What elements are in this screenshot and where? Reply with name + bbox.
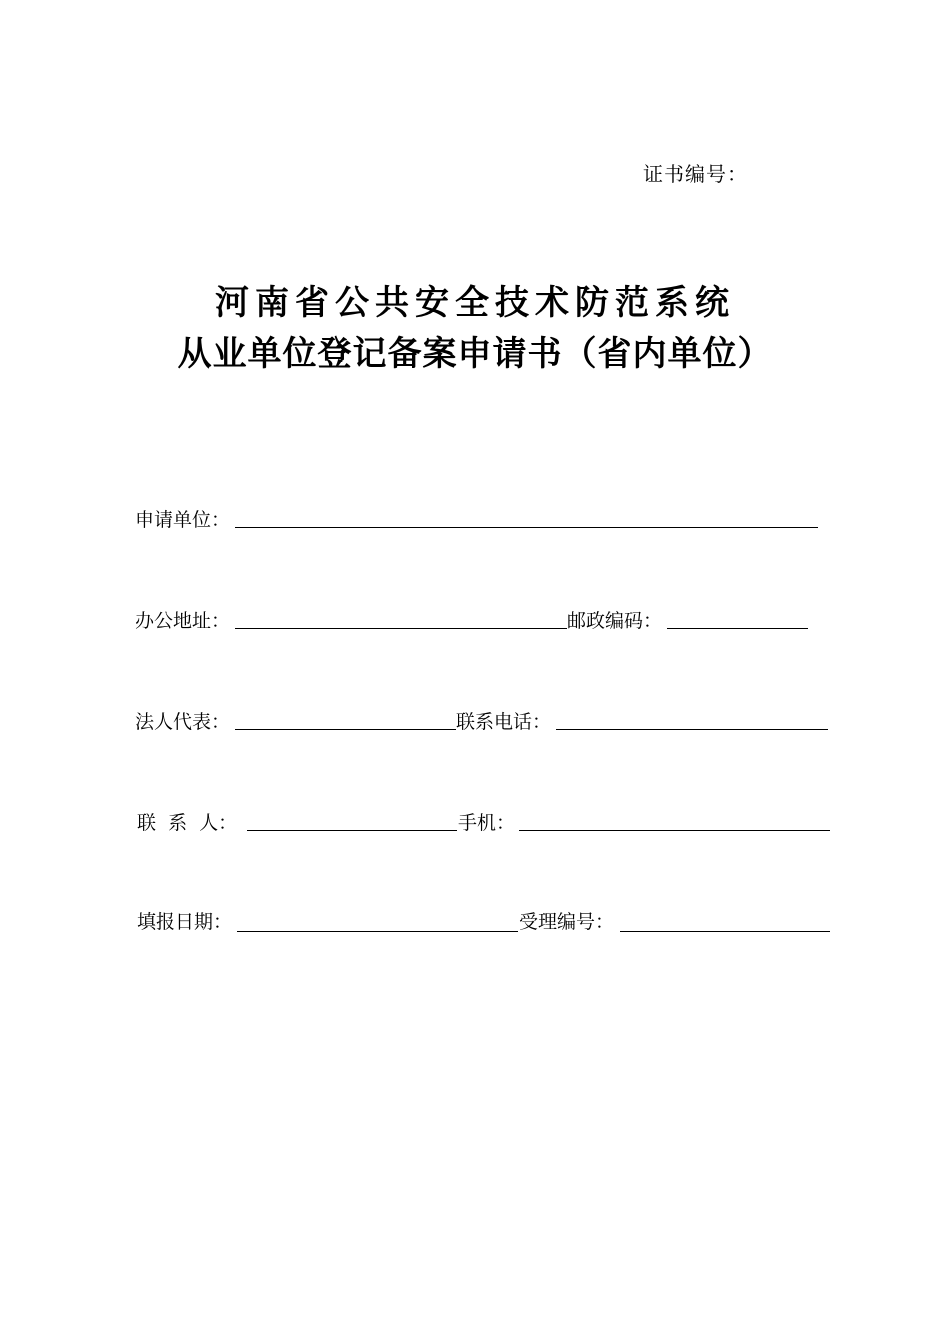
postal-code-field[interactable] <box>667 628 808 629</box>
contact-phone-field[interactable] <box>556 729 828 730</box>
acceptance-no-field[interactable] <box>620 931 830 932</box>
contact-person-label: 联 系 人： <box>137 812 238 834</box>
office-address-label: 办公地址： <box>135 610 231 632</box>
fill-date-label: 填报日期： <box>137 911 233 933</box>
postal-code-label: 邮政编码： <box>567 610 663 632</box>
applicant-unit-field[interactable] <box>235 527 818 528</box>
applicant-unit-label: 申请单位： <box>135 509 231 531</box>
document-title-line2: 从业单位登记备案申请书（省内单位） <box>177 334 773 374</box>
certificate-number-label: 证书编号： <box>643 162 748 186</box>
contact-person-field[interactable] <box>247 830 457 831</box>
mobile-label: 手机： <box>458 812 516 834</box>
contact-phone-label: 联系电话： <box>456 711 552 733</box>
acceptance-no-label: 受理编号： <box>519 911 615 933</box>
legal-rep-label: 法人代表： <box>135 711 231 733</box>
mobile-field[interactable] <box>519 830 830 831</box>
legal-rep-field[interactable] <box>235 729 456 730</box>
office-address-field[interactable] <box>235 628 567 629</box>
document-title-line1: 河南省公共安全技术防范系统 <box>215 283 735 323</box>
fill-date-field[interactable] <box>237 931 518 932</box>
